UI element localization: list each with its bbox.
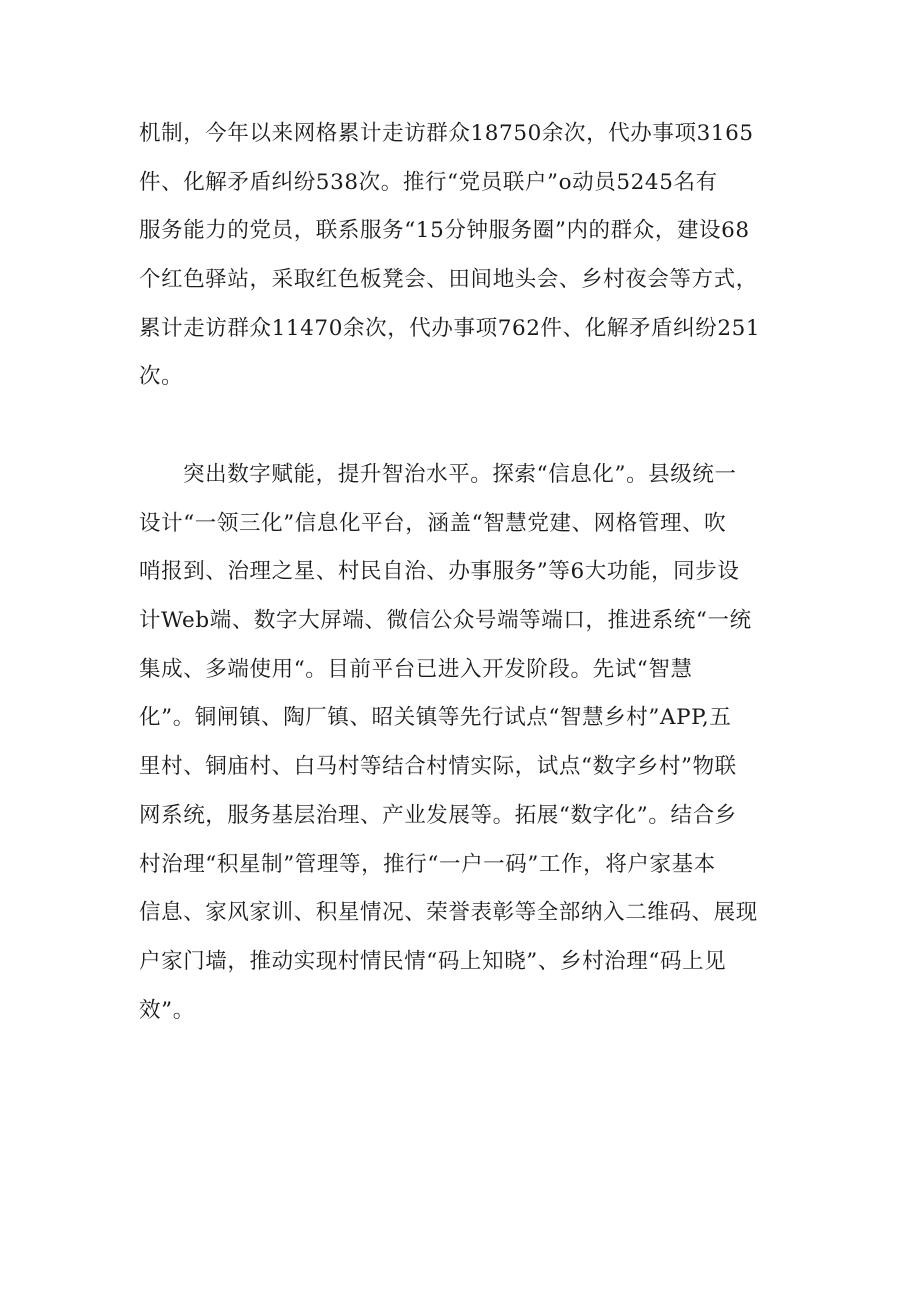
text-line: 里村、铜庙村、白马村等结合村情实际，试点“数字乡村”物联 [139,754,737,780]
text-line: 个红色驿站，采取红色板凳会、田间地头会、乡村夜会等方式， [139,267,758,293]
paragraph-digital-empowerment [139,451,799,1035]
text-line: 化”。铜闸镇、陶厂镇、昭关镇等先行试点“智慧乡村”APP,五 [139,705,732,731]
text-line: 次。 [139,364,184,390]
text-line: 集成、多端使用“。目前平台已进入开发阶段。先试“智慧 [139,656,693,682]
text-line: 计Web端、数字大屏端、微信公众号端等端口，推进系统“一统 [139,608,752,634]
text-line: 服务能力的党员，联系服务“15分钟服务圈”内的群众，建设68 [139,218,750,244]
text-line: 设计“一领三化”信息化平台，涵盖“智慧党建、网格管理、吹 [139,510,727,536]
text-line: 网系统，服务基层治理、产业发展等。拓展“数字化”。结合乡 [139,802,737,828]
text-line: 累计走访群众11470余次，代办事项762件、化解矛盾纠纷251 [139,315,761,341]
text-line: 户家门墙，推动实现村情民情“码上知晓”、乡村治理“码上见 [139,948,727,974]
text-line: 信息、家风家训、积星情况、荣誉表彰等全部纳入二维码、展现 [139,900,758,926]
text-line: 机制，今年以来网格累计走访群众18750余次，代办事项3165 [139,121,754,146]
text-line: 哨报到、治理之星、村民自治、办事服务”等6大功能，同步设 [139,559,740,585]
text-line: 效”。 [139,997,195,1023]
text-line: 村治理“积星制”管理等，推行“一户一码”工作，将户家基本 [139,851,716,877]
text-line: 突出数字赋能，提升智治水平。探索“信息化”。县级统一 [183,462,737,487]
paragraph-grid-visits [139,110,799,402]
text-line: 件、化解矛盾纠纷538次。推行“党员联户”o动员5245名有 [139,169,718,195]
